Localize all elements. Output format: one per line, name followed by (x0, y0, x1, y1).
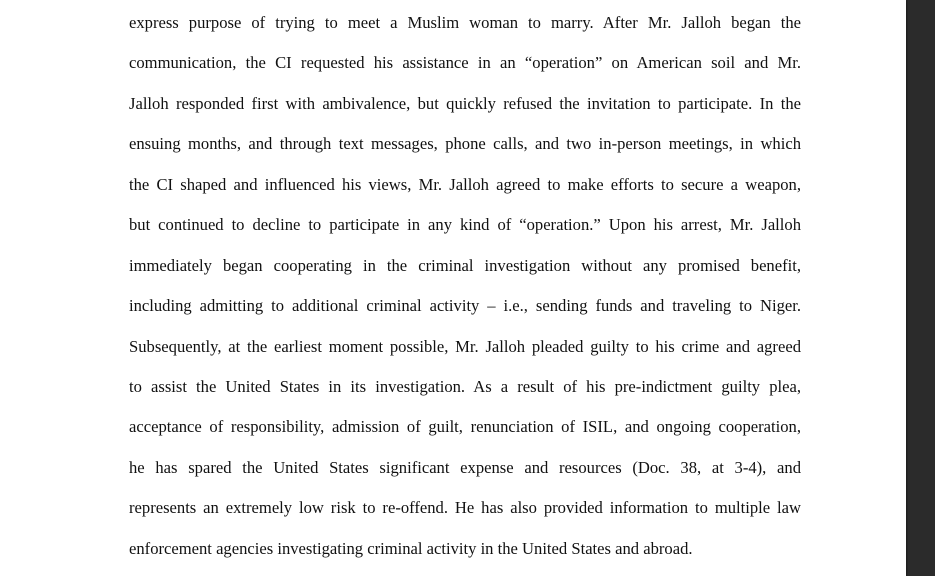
body-paragraph (129, 8, 801, 574)
text-line: ensuing months, and through text messages, phone calls, and two in-person meetings, in which (129, 134, 801, 154)
text-line: to assist the United States in its investigation. As a result of his pre-indictment guilty plea, (129, 376, 801, 396)
text-line: but continued to decline to participate in any kind of “operation.” Upon his arrest, Mr. Jalloh (129, 215, 801, 235)
text-line: Subsequently, at the earliest moment possible, Mr. Jalloh pleaded guilty to his crime and agreed (129, 336, 801, 356)
text-line: immediately began cooperating in the criminal investigation without any promised benefit, (129, 255, 801, 275)
text-line: including admitting to additional criminal activity – i.e., sending funds and traveling to Niger. (129, 296, 801, 316)
text-line: represents an extremely low risk to re-offend. He has also provided information to multiple law (129, 498, 801, 518)
text-line: Jalloh responded first with ambivalence, but quickly refused the invitation to participate. In the (129, 93, 801, 113)
text-line: communication, the CI requested his assistance in an “operation” on American soil and Mr. (129, 53, 801, 73)
text-line: acceptance of responsibility, admission of guilt, renunciation of ISIL, and ongoing cooperation, (129, 417, 801, 437)
text-line: the CI shaped and influenced his views, Mr. Jalloh agreed to make efforts to secure a weapon, (129, 174, 801, 194)
text-line: he has spared the United States significant expense and resources (Doc. 38, at 3-4), and (129, 457, 801, 477)
text-line: express purpose of trying to meet a Muslim woman to marry. After Mr. Jalloh began the (129, 13, 801, 32)
text-line: enforcement agencies investigating criminal activity in the United States and abroad. (129, 538, 693, 558)
